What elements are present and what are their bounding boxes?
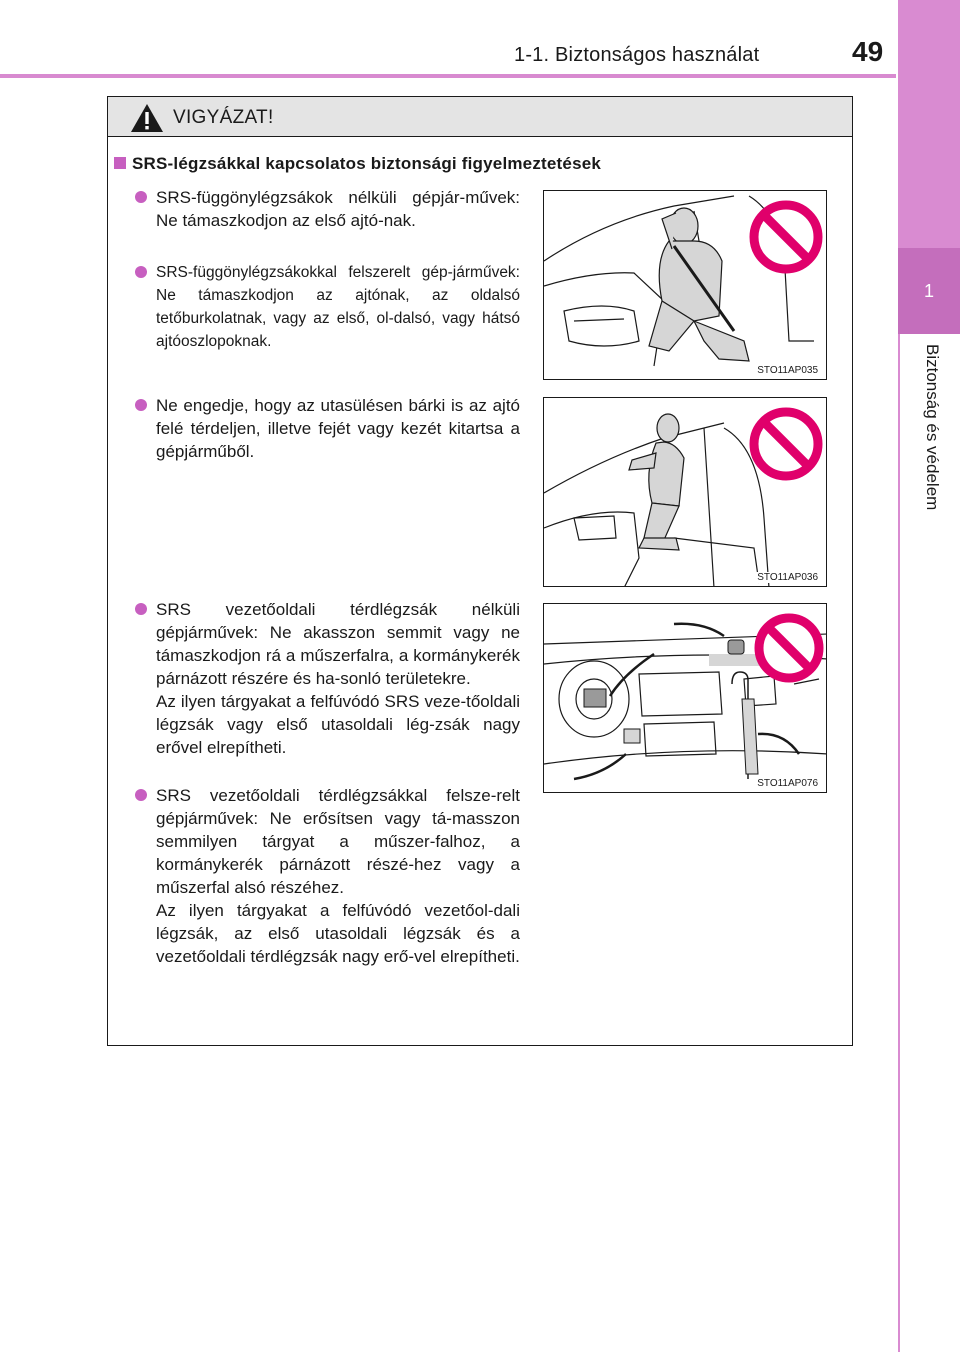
- prohibition-icon: [754, 412, 818, 476]
- page-number: 49: [852, 36, 884, 67]
- bullet-item: [136, 261, 520, 353]
- bullet-dot-icon: [135, 603, 147, 615]
- bullet-item: [136, 186, 520, 232]
- header-rule: [0, 74, 896, 78]
- bullet-text: SRS-függönylégzsákokkal felszerelt gép-járművek: Ne támaszkodjon az ajtónak, az oldalsó tetőburkolatnak, vagy az első, ol-dalsó, vagy hátsó ajtóoszlopoknak.: [156, 264, 520, 350]
- bullet-text: Ne engedje, hogy az utasülésen bárki is az ajtó felé térdeljen, illetve fejét vagy kezét kitartsa a gépjárműből.: [156, 396, 520, 461]
- chapter-side-tab: [898, 0, 960, 1352]
- section-heading-text: SRS-légzsákkal kapcsolatos biztonsági figyelmeztetések: [132, 154, 602, 173]
- warning-header: [108, 97, 852, 137]
- bullet-item: [136, 598, 520, 759]
- square-bullet-icon: [114, 157, 126, 169]
- section-heading: [114, 154, 601, 174]
- bullet-text: Az ilyen tárgyakat a felfúvódó vezetőol-dali légzsák, az első utasoldali légzsák és a vezetőoldali térdlégzsák nagy erő-vel elrepítheti.: [156, 901, 520, 966]
- chapter-title: Biztonság és védelem: [923, 344, 942, 511]
- illustration-dashboard: [544, 604, 827, 793]
- figure-lean-on-door: [543, 190, 827, 380]
- chapter-title-strip: [898, 334, 960, 1352]
- prohibition-icon: [754, 205, 818, 269]
- illustration-kneeling-child: [544, 398, 827, 587]
- bullet-dot-icon: [135, 399, 147, 411]
- illustration-person-leaning: [544, 191, 827, 380]
- figure-kneeling-passenger: [543, 397, 827, 587]
- bullet-text: SRS-függönylégzsákok nélküli gépjár-művek: Ne támaszkodjon az első ajtó-nak.: [156, 188, 520, 230]
- bullet-text: SRS vezetőoldali térdlégzsákkal felsze-relt gépjárművek: Ne erősítsen vagy tá-masszon semmilyen tárgyat a műszer-falhoz, a kormánykerék párnázott részé-hez vagy a műszerfal alsó részéhez.: [156, 786, 520, 897]
- bullet-item: [136, 784, 520, 968]
- bullet-item: [136, 394, 520, 463]
- bullet-text: SRS vezetőoldali térdlégzsák nélküli gépjárművek: Ne akasszon semmit vagy ne támaszkodjon rá a műszerfalra, a kormánykerék párnázott részére és ha-sonló területekre.: [156, 600, 520, 688]
- section-header: 1-1. Biztonságos használat: [514, 44, 760, 66]
- bullet-text: Az ilyen tárgyakat a felfúvódó SRS veze-tőoldali légzsák vagy első utasoldali lég-zsák nagy erővel elrepítheti.: [156, 692, 520, 757]
- chapter-number: 1: [898, 248, 960, 334]
- side-tab-top: [898, 0, 960, 248]
- warning-title: VIGYÁZAT!: [173, 107, 274, 128]
- bullet-dot-icon: [135, 266, 147, 278]
- figure-code: STO11AP036: [757, 572, 818, 583]
- figure-code: STO11AP035: [757, 365, 818, 376]
- warning-triangle-icon: [130, 103, 164, 133]
- prohibition-icon: [759, 618, 819, 678]
- bullet-dot-icon: [135, 789, 147, 801]
- bullet-dot-icon: [135, 191, 147, 203]
- figure-code: STO11AP076: [757, 778, 818, 789]
- figure-dashboard-objects: [543, 603, 827, 793]
